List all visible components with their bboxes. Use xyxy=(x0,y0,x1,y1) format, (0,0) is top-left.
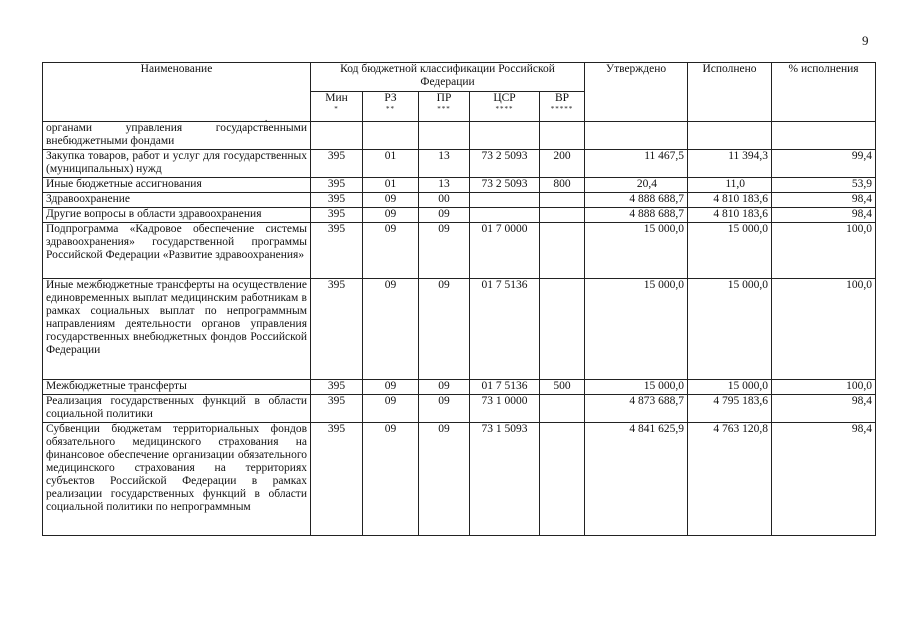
row-min: 395 xyxy=(311,279,363,380)
row-csr: 73 2 5093 xyxy=(470,150,540,178)
row-vr: 800 xyxy=(540,178,585,193)
table-row xyxy=(43,193,876,208)
header-vr-label: ВР xyxy=(554,92,570,104)
header-percent: % исполнения xyxy=(772,63,876,122)
row-executed: 15 000,0 xyxy=(688,223,772,279)
row-rz: 09 xyxy=(363,395,419,423)
header-pr-label: ПР xyxy=(436,92,452,104)
header-vr xyxy=(540,92,585,122)
row-percent: 98,4 xyxy=(772,208,876,223)
row-rz xyxy=(363,122,419,150)
row-name: Иные межбюджетные трансферты на осуществление единовременных выплат медицинским работникам в рамках социальных выплат по непрограммным направлениям деятельности органов управления государственных внебюджетных фондов Российской Федерации xyxy=(43,279,311,380)
row-approved: 20,4 xyxy=(585,178,688,193)
row-approved: 11 467,5 xyxy=(585,150,688,178)
row-percent: 100,0 xyxy=(772,380,876,395)
row-vr xyxy=(540,193,585,208)
row-pr: 09 xyxy=(419,395,470,423)
row-percent: 98,4 xyxy=(772,395,876,423)
header-rz-mark: ** xyxy=(386,105,395,113)
row-csr xyxy=(470,122,540,150)
header-code-group: Код бюджетной классификации Российской Федерации xyxy=(311,63,585,92)
row-min: 395 xyxy=(311,223,363,279)
row-csr: 73 2 5093 xyxy=(470,178,540,193)
table-row xyxy=(43,279,876,380)
row-vr: 200 xyxy=(540,150,585,178)
header-approved: Утверждено xyxy=(585,63,688,122)
header-min-label: Мин xyxy=(325,92,348,104)
row-executed: 11,0 xyxy=(688,178,772,193)
table-row xyxy=(43,380,876,395)
row-min: 395 xyxy=(311,380,363,395)
table-row xyxy=(43,178,876,193)
header-csr xyxy=(470,92,540,122)
row-rz: 09 xyxy=(363,423,419,536)
row-executed: 15 000,0 xyxy=(688,380,772,395)
row-csr xyxy=(470,208,540,223)
row-min: 395 xyxy=(311,208,363,223)
row-vr xyxy=(540,223,585,279)
header-rz xyxy=(363,92,419,122)
row-percent: 100,0 xyxy=(772,223,876,279)
header-csr-mark: **** xyxy=(495,105,514,113)
row-approved xyxy=(585,122,688,150)
row-rz: 01 xyxy=(363,178,419,193)
table-row xyxy=(43,223,876,279)
row-approved: 4 873 688,7 xyxy=(585,395,688,423)
row-pr: 09 xyxy=(419,380,470,395)
row-percent: 53,9 xyxy=(772,178,876,193)
row-name: Здравоохранение xyxy=(43,193,311,208)
header-pr-mark: *** xyxy=(437,105,451,113)
row-name: Межбюджетные трансферты xyxy=(43,380,311,395)
row-pr: 00 xyxy=(419,193,470,208)
row-min xyxy=(311,122,363,150)
table-row xyxy=(43,395,876,423)
row-percent: 98,4 xyxy=(772,423,876,536)
row-pr: 13 xyxy=(419,150,470,178)
row-percent xyxy=(772,122,876,150)
budget-execution-table xyxy=(42,62,876,536)
row-name: Другие вопросы в области здравоохранения xyxy=(43,208,311,223)
row-csr: 73 1 5093 xyxy=(470,423,540,536)
header-min-mark: * xyxy=(334,105,339,113)
row-approved: 4 841 625,9 xyxy=(585,423,688,536)
header-pr xyxy=(419,92,470,122)
row-percent: 100,0 xyxy=(772,279,876,380)
row-rz: 01 xyxy=(363,150,419,178)
row-approved: 4 888 688,7 xyxy=(585,208,688,223)
row-min: 395 xyxy=(311,423,363,536)
row-approved: 4 888 688,7 xyxy=(585,193,688,208)
header-name: Наименование xyxy=(43,63,311,122)
row-name: Иные бюджетные ассигнования xyxy=(43,178,311,193)
row-executed xyxy=(688,122,772,150)
row-approved: 15 000,0 xyxy=(585,279,688,380)
row-percent: 98,4 xyxy=(772,193,876,208)
header-csr-label: ЦСР xyxy=(493,92,516,104)
row-approved: 15 000,0 xyxy=(585,380,688,395)
row-name: Подпрограмма «Кадровое обеспечение системы здравоохранения» государственной программы Российской Федерации «Развитие здравоохранения» xyxy=(43,223,311,279)
row-executed: 4 763 120,8 xyxy=(688,423,772,536)
row-csr: 73 1 0000 xyxy=(470,395,540,423)
row-csr: 01 7 5136 xyxy=(470,279,540,380)
table-row xyxy=(43,423,876,536)
row-executed: 4 795 183,6 xyxy=(688,395,772,423)
row-vr xyxy=(540,208,585,223)
row-csr: 01 7 5136 xyxy=(470,380,540,395)
row-vr xyxy=(540,279,585,380)
row-vr xyxy=(540,395,585,423)
row-pr: 09 xyxy=(419,208,470,223)
row-executed: 4 810 183,6 xyxy=(688,193,772,208)
row-rz: 09 xyxy=(363,193,419,208)
row-vr xyxy=(540,122,585,150)
row-pr: 09 xyxy=(419,223,470,279)
row-approved: 15 000,0 xyxy=(585,223,688,279)
row-rz: 09 xyxy=(363,223,419,279)
row-min: 395 xyxy=(311,150,363,178)
row-pr: 09 xyxy=(419,279,470,380)
table-row xyxy=(43,208,876,223)
row-pr xyxy=(419,122,470,150)
row-executed: 4 810 183,6 xyxy=(688,208,772,223)
row-vr: 500 xyxy=(540,380,585,395)
table-row xyxy=(43,122,876,150)
row-percent: 99,4 xyxy=(772,150,876,178)
row-csr xyxy=(470,193,540,208)
table-row xyxy=(43,150,876,178)
header-min xyxy=(311,92,363,122)
row-executed: 15 000,0 xyxy=(688,279,772,380)
row-vr xyxy=(540,423,585,536)
row-name: Реализация государственных функций в области социальной политики xyxy=(43,395,311,423)
row-name: органами управления государственными внебюджетными фондами xyxy=(43,122,311,150)
row-min: 395 xyxy=(311,395,363,423)
header-vr-mark: ***** xyxy=(550,105,574,113)
stray-dot: . xyxy=(265,113,268,123)
row-csr: 01 7 0000 xyxy=(470,223,540,279)
row-rz: 09 xyxy=(363,279,419,380)
row-name: Субвенции бюджетам территориальных фондов обязательного медицинского страхования на финансовое обеспечение организации обязательного медицинского страхования на территориях субъектов Российской Федерации в рамках реализации государственных функций в области социальной политики по непрограммным xyxy=(43,423,311,536)
row-name: Закупка товаров, работ и услуг для государственных (муниципальных) нужд xyxy=(43,150,311,178)
header-rz-label: РЗ xyxy=(384,92,397,104)
row-rz: 09 xyxy=(363,208,419,223)
header-executed: Исполнено xyxy=(688,63,772,122)
row-pr: 09 xyxy=(419,423,470,536)
row-pr: 13 xyxy=(419,178,470,193)
row-executed: 11 394,3 xyxy=(688,150,772,178)
page-number: 9 xyxy=(862,33,869,48)
row-min: 395 xyxy=(311,193,363,208)
row-rz: 09 xyxy=(363,380,419,395)
row-min: 395 xyxy=(311,178,363,193)
